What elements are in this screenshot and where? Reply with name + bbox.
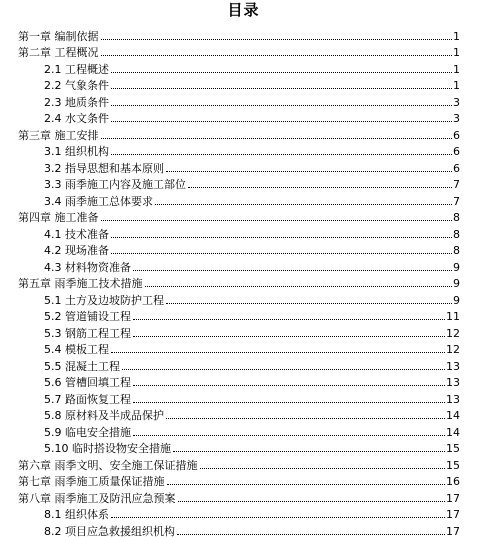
toc-section-entry[interactable] — [0, 521, 487, 537]
toc-chapter-entry[interactable] — [0, 208, 487, 225]
toc-section-entry[interactable] — [0, 439, 487, 456]
toc-section-entry[interactable] — [0, 257, 487, 274]
toc-page-number: 1 — [453, 46, 460, 59]
toc-dot-leader — [101, 55, 453, 56]
toc-entry-label: 第五章 雨季施工技术措施 — [18, 277, 143, 290]
toc-chapter-entry[interactable] — [0, 488, 487, 505]
toc-page-number: 16 — [446, 475, 460, 488]
toc-entry-label: 第二章 工程概况 — [18, 46, 99, 59]
toc-entry-label: 3.3 雨季施工内容及施工部位 — [44, 178, 186, 191]
toc-entry-label: 第四章 施工准备 — [18, 211, 99, 224]
toc-page-number: 12 — [446, 326, 460, 340]
toc-page-number: 9 — [453, 293, 460, 307]
toc-dot-leader — [133, 270, 452, 271]
toc-page-number: 15 — [446, 458, 460, 472]
toc-dot-leader — [133, 435, 445, 436]
toc-page-number: 7 — [453, 194, 460, 208]
toc-dot-leader — [111, 352, 445, 353]
toc-section-entry[interactable] — [0, 92, 487, 109]
toc-section-entry[interactable] — [0, 290, 487, 307]
toc-dot-leader — [111, 253, 452, 254]
toc-page-number: 14 — [446, 409, 460, 422]
toc-dot-leader — [133, 402, 445, 403]
toc-page-number: 9 — [453, 277, 460, 290]
toc-section-entry[interactable] — [0, 389, 487, 406]
toc-list — [0, 26, 487, 537]
toc-dot-leader — [167, 484, 446, 485]
toc-page-number: 13 — [446, 376, 460, 389]
toc-section-entry[interactable] — [0, 191, 487, 208]
toc-entry-label: 4.2 现场准备 — [44, 244, 109, 257]
toc-page-number: 1 — [453, 62, 460, 76]
toc-page-number: 8 — [453, 211, 460, 224]
toc-dot-leader — [177, 534, 445, 535]
toc-entry-label: 8.2 项目应急救援组织机构 — [44, 524, 175, 537]
toc-section-entry[interactable] — [0, 142, 487, 159]
toc-section-entry[interactable] — [0, 76, 487, 93]
toc-section-entry[interactable] — [0, 323, 487, 340]
toc-chapter-entry[interactable] — [0, 125, 487, 142]
toc-entry-label: 3.2 指导思想和基本原则 — [44, 161, 164, 175]
toc-dot-leader — [188, 187, 452, 188]
toc-entry-label: 5.3 钢筋工程工程 — [44, 326, 131, 340]
toc-page-number: 3 — [453, 95, 460, 109]
toc-dot-leader — [133, 319, 445, 320]
toc-entry-label: 第六章 雨季文明、安全施工保证措施 — [18, 458, 198, 472]
toc-page-number: 9 — [453, 260, 460, 274]
toc-page-number: 6 — [453, 128, 460, 142]
toc-page-number: 6 — [453, 145, 460, 158]
toc-dot-leader — [133, 385, 445, 386]
toc-dot-leader — [111, 121, 452, 122]
toc-section-entry[interactable] — [0, 356, 487, 373]
toc-entry-label: 第八章 雨季施工及防汛应急预案 — [18, 491, 176, 505]
toc-section-entry[interactable] — [0, 109, 487, 126]
toc-page-number: 13 — [446, 392, 460, 406]
toc-chapter-entry[interactable] — [0, 472, 487, 489]
toc-page-number: 17 — [446, 491, 460, 505]
toc-entry-label: 2.2 气象条件 — [44, 79, 109, 92]
toc-entry-label: 5.7 路面恢复工程 — [44, 392, 131, 406]
toc-title: 目录 — [227, 1, 260, 19]
toc-page-number: 1 — [453, 79, 460, 92]
toc-entry-label: 第一章 编制依据 — [18, 29, 99, 43]
toc-section-entry[interactable] — [0, 241, 487, 258]
toc-page-number: 13 — [446, 359, 460, 373]
toc-dot-leader — [178, 501, 446, 502]
toc-page-number: 3 — [453, 112, 460, 125]
toc-dot-leader — [111, 154, 452, 155]
toc-page-number: 12 — [446, 343, 460, 356]
toc-section-entry[interactable] — [0, 307, 487, 324]
toc-dot-leader — [166, 418, 445, 419]
toc-entry-label: 5.4 模板工程 — [44, 343, 109, 356]
toc-page-number: 15 — [446, 442, 460, 455]
toc-dot-leader — [111, 88, 452, 89]
toc-section-entry[interactable] — [0, 340, 487, 357]
toc-chapter-entry[interactable] — [0, 274, 487, 291]
toc-section-entry[interactable] — [0, 373, 487, 390]
toc-entry-label: 第七章 雨季施工质量保证措施 — [18, 475, 165, 488]
toc-chapter-entry[interactable] — [0, 455, 487, 472]
toc-dot-leader — [145, 286, 453, 287]
toc-section-entry[interactable] — [0, 59, 487, 76]
toc-page-number: 17 — [446, 508, 460, 521]
toc-page-number: 6 — [453, 161, 460, 175]
toc-page-number: 17 — [446, 524, 460, 537]
toc-entry-label: 5.5 混凝土工程 — [44, 359, 120, 373]
toc-dot-leader — [166, 171, 452, 172]
toc-section-entry[interactable] — [0, 406, 487, 423]
toc-section-entry[interactable] — [0, 505, 487, 522]
toc-entry-label: 2.4 水文条件 — [44, 112, 109, 125]
toc-entry-label: 8.1 组织体系 — [44, 508, 109, 521]
toc-page-number: 8 — [453, 227, 460, 241]
toc-page-number: 7 — [453, 178, 460, 191]
toc-entry-label: 5.8 原材料及半成品保护 — [44, 409, 164, 422]
toc-page-number: 8 — [453, 244, 460, 257]
toc-entry-label: 5.6 管槽回填工程 — [44, 376, 131, 389]
toc-dot-leader — [101, 39, 453, 40]
toc-dot-leader — [155, 204, 452, 205]
toc-entry-label: 2.3 地质条件 — [44, 95, 109, 109]
toc-entry-label: 5.2 管道铺设工程 — [44, 310, 131, 323]
toc-dot-leader — [111, 517, 445, 518]
toc-dot-leader — [111, 105, 452, 106]
toc-chapter-entry[interactable] — [0, 43, 487, 60]
toc-dot-leader — [111, 237, 452, 238]
toc-dot-leader — [200, 468, 446, 469]
toc-entry-label: 2.1 工程概述 — [44, 62, 109, 76]
toc-section-entry[interactable] — [0, 422, 487, 439]
toc-dot-leader — [122, 369, 445, 370]
toc-dot-leader — [111, 72, 452, 73]
toc-entry-label: 5.10 临时搭设物安全措施 — [44, 442, 171, 455]
toc-dot-leader — [166, 303, 452, 304]
toc-entry-label: 5.9 临电安全措施 — [44, 425, 131, 439]
toc-page-number: 1 — [453, 29, 460, 43]
toc-section-entry[interactable] — [0, 158, 487, 175]
toc-entry-label: 第三章 施工安排 — [18, 128, 99, 142]
toc-section-entry[interactable] — [0, 175, 487, 192]
toc-entry-label: 3.1 组织机构 — [44, 145, 109, 158]
toc-page-number: 11 — [446, 310, 460, 323]
toc-chapter-entry[interactable] — [0, 26, 487, 43]
toc-entry-label: 3.4 雨季施工总体要求 — [44, 194, 153, 208]
toc-entry-label: 4.3 材料物资准备 — [44, 260, 131, 274]
toc-dot-leader — [101, 220, 453, 221]
toc-page-number: 14 — [446, 425, 460, 439]
toc-entry-label: 4.1 技术准备 — [44, 227, 109, 241]
toc-section-entry[interactable] — [0, 224, 487, 241]
toc-entry-label: 5.1 土方及边坡防护工程 — [44, 293, 164, 307]
toc-dot-leader — [173, 451, 445, 452]
toc-dot-leader — [133, 336, 445, 337]
toc-dot-leader — [101, 138, 453, 139]
